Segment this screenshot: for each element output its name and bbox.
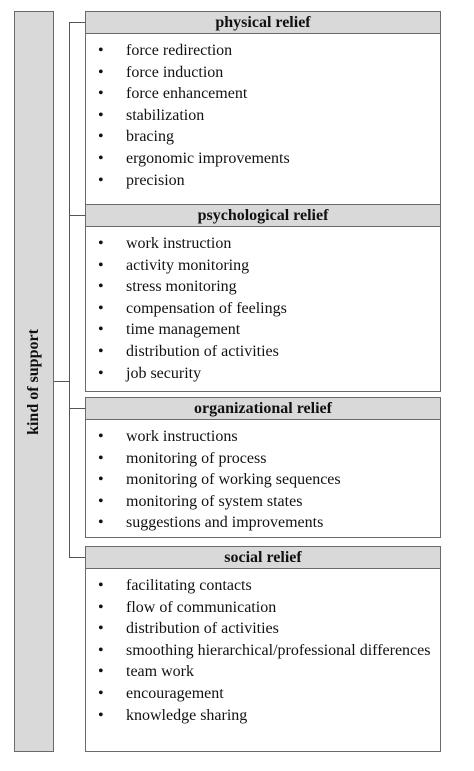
connector-root [54, 381, 70, 382]
list-item: • knowledge sharing [98, 706, 248, 724]
connector-psychological [69, 215, 85, 216]
list-item: • work instruction [98, 235, 232, 252]
list-item: • flow of communication [98, 598, 277, 616]
list-item: • compensation of feelings [98, 299, 287, 317]
list-item: • encouragement [98, 684, 224, 702]
list-item: • force enhancement [98, 85, 248, 103]
list-item: • facilitating contacts [98, 577, 252, 594]
list-item: • suggestions and improvements [98, 514, 324, 532]
list-item: • job security [98, 364, 202, 382]
group-body [85, 420, 441, 538]
connector-social [69, 557, 85, 558]
group-header: social relief [85, 546, 441, 569]
connector-vertical [69, 22, 70, 557]
list-item: • stabilization [98, 106, 205, 124]
list-item: • monitoring of process [98, 449, 267, 467]
group-body [85, 227, 441, 392]
connector-physical [69, 22, 85, 23]
list-item: • time management [98, 321, 241, 339]
connector-organizational [69, 408, 85, 409]
list-item: • force induction [98, 63, 224, 81]
list-item: • monitoring of working sequences [98, 471, 341, 489]
list-item: • distribution of activities [98, 620, 279, 638]
list-item: • work instructions [98, 428, 238, 445]
group-psychological-relief [85, 204, 441, 392]
group-body [85, 34, 441, 209]
root-label: kind of support [25, 328, 42, 435]
list-item: • activity monitoring [98, 256, 250, 274]
list-item: • monitoring of system states [98, 492, 303, 510]
group-body [85, 569, 441, 752]
list-item: • force redirection [98, 42, 233, 59]
root-node [14, 11, 54, 752]
list-item: • ergonomic improvements [98, 149, 290, 167]
group-header: organizational relief [85, 397, 441, 420]
list-item: • stress monitoring [98, 278, 237, 296]
list-item: • bracing [98, 128, 174, 146]
group-physical-relief [85, 11, 441, 209]
group-social-relief [85, 546, 441, 752]
list-item: • precision [98, 171, 185, 189]
group-header: psychological relief [85, 204, 441, 227]
list-item: • smoothing hierarchical/professional differences [98, 641, 431, 659]
group-organizational-relief [85, 397, 441, 538]
list-item: • team work [98, 663, 194, 681]
group-header: physical relief [85, 11, 441, 34]
list-item: • distribution of activities [98, 342, 279, 360]
